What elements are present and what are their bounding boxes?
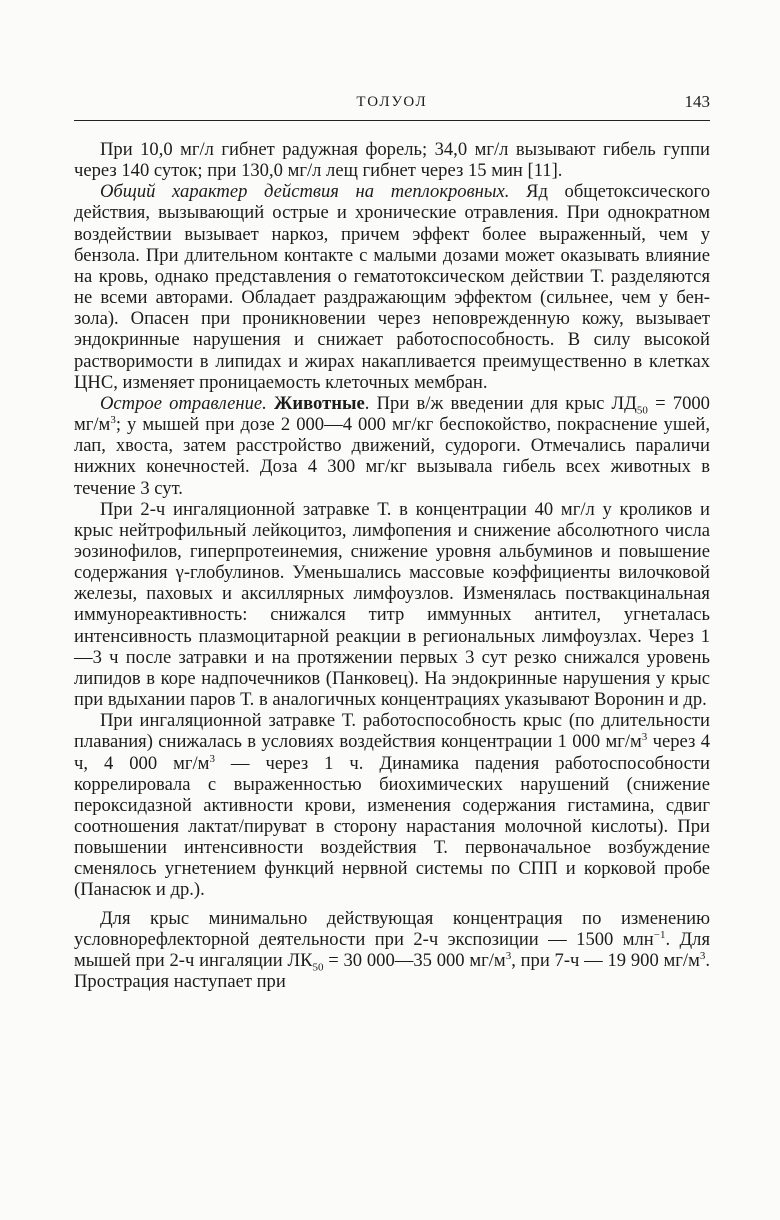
section-heading-general-action: Общий характер действия на теплокровных. [100,181,510,203]
page-body [74,139,710,992]
paragraph-text: Для крыс минимально действующая концентрация по изменению условнорефлекторной деятельности при 2-ч экспозиции — 1500 млн [74,907,710,950]
paragraph-text: , при 7-ч — 19 900 мг/м [511,949,700,971]
paragraph-text: = 7000 мг/м [74,392,710,436]
superscript: 3 [110,413,116,426]
paragraph-text: При ингаляционной затравке Т. работоспособность крыс (по длительности плавания) снижалась в условиях воздействия концентрации 1 000 мг/м [74,710,710,753]
paragraph-text: через 4 ч, 4 000 мг/м [74,731,710,774]
superscript: 3 [505,949,512,962]
paragraph-text: . Прострация наступает при [74,949,710,993]
paragraph-inhalation-rabbits: При 2-ч ингаляционной затравке Т. в концентрации 40 мг/л у кроликов и крыс нейтрофильный лейкоцитоз, лимфопения и снижение абсолютного числа эозинофилов, гиперпротеинемия, снижение уровня альбуминов и повышение содержания γ-глобулинов. Уменьшались массовые коэффициенты вилочковой железы, паховых и аксиллярных лимфоузлов. Изменялась поствакцинальная иммунореактивность: снижался титр иммунных антител, угнеталась интенсивность плазмоцитарной реакции в региональных лимфоузлах. Через 1—3 ч после затравки и на протяжении первых 3 сут резко снижался уровень липидов в коре надпочечников (Панковец). На эндокринные нарушения у крыс при вдыхании паров Т. в аналогичных концентрациях указывают Воронин и др. [74,498,710,711]
paragraph-acute-poisoning [74,393,710,499]
subscript: 50 [636,404,648,417]
paragraph-text: . Для мышей при 2-ч ингаляции ЛК [74,928,711,971]
superscript: 3 [209,752,215,765]
paragraph-text: Яд общетоксического действия, вызывающий острые и хронические отравления. При однократном воздействии вызывает наркоз, причем эффект более выраженный, чем у бензола. При длительном контакте с малыми дозами может оказывать влияние на кровь, однако представления о гематотоксическом действии Т. разделяются не всеми авторами. Обладает раздражающим эффектом (сильнее, чем у бензола). Опасен при проникновении через неповрежденную кожу, вызывает эндокринные нарушения и снижает работоспособность. В силу высокой растворимости в липидах и жирах накапливается преимущественно в клетках ЦНС, изменяет проницаемость клеточных мембран. [74,181,710,393]
page-number: 143 [684,92,710,111]
superscript: 3 [699,949,706,962]
superscript: −1 [653,928,666,941]
superscript: 3 [641,731,648,744]
paragraph-fish-toxicity: При 10,0 мг/л гибнет радужная форель; 34,0 мг/л вызывают гибель гуппи через 140 суток; при 130,0 мг/л лещ гибнет через 15 мин [11]. [74,139,710,182]
page-header [74,92,710,121]
paragraph-text: = 30 000—35 000 мг/м [323,949,506,971]
paragraph-text: . При в/ж введении для крыс ЛД [364,392,637,414]
subheading-animals: Животные [274,392,365,414]
paragraph-text: ; у мышей при дозе 2 000—4 000 мг/кг беспокойство, покраснение ушей, лап, хвоста, затем расстройство движений, судороги. Отмечались параличи нижних конечностей. Доза 4 300 мг/кг вызывала гибель всех животных в течение 3 сут. [74,414,710,499]
book-page [74,92,710,992]
paragraph-general-action [74,181,710,393]
running-head: ТОЛУОЛ [356,94,428,110]
paragraph-min-concentration [74,908,710,993]
paragraph-text: — через 1 ч. Динамика падения работоспособности коррелировала с выраженностью биохимических нарушений (снижение пероксидазной активности крови, изменения содержания гистамина, сдвиг соотношения лактат/пируват в сторону нарастания молочной кислоты). При повышении интенсивности воздействия Т. первоначальное возбуждение сменялось угнетением функций нервной системы по СПП и корковой пробе (Панасюк и др.). [74,752,710,901]
paragraph-work-capacity [74,710,710,900]
section-heading-acute-poisoning: Острое отравление. [100,392,267,414]
subscript: 50 [312,961,324,974]
